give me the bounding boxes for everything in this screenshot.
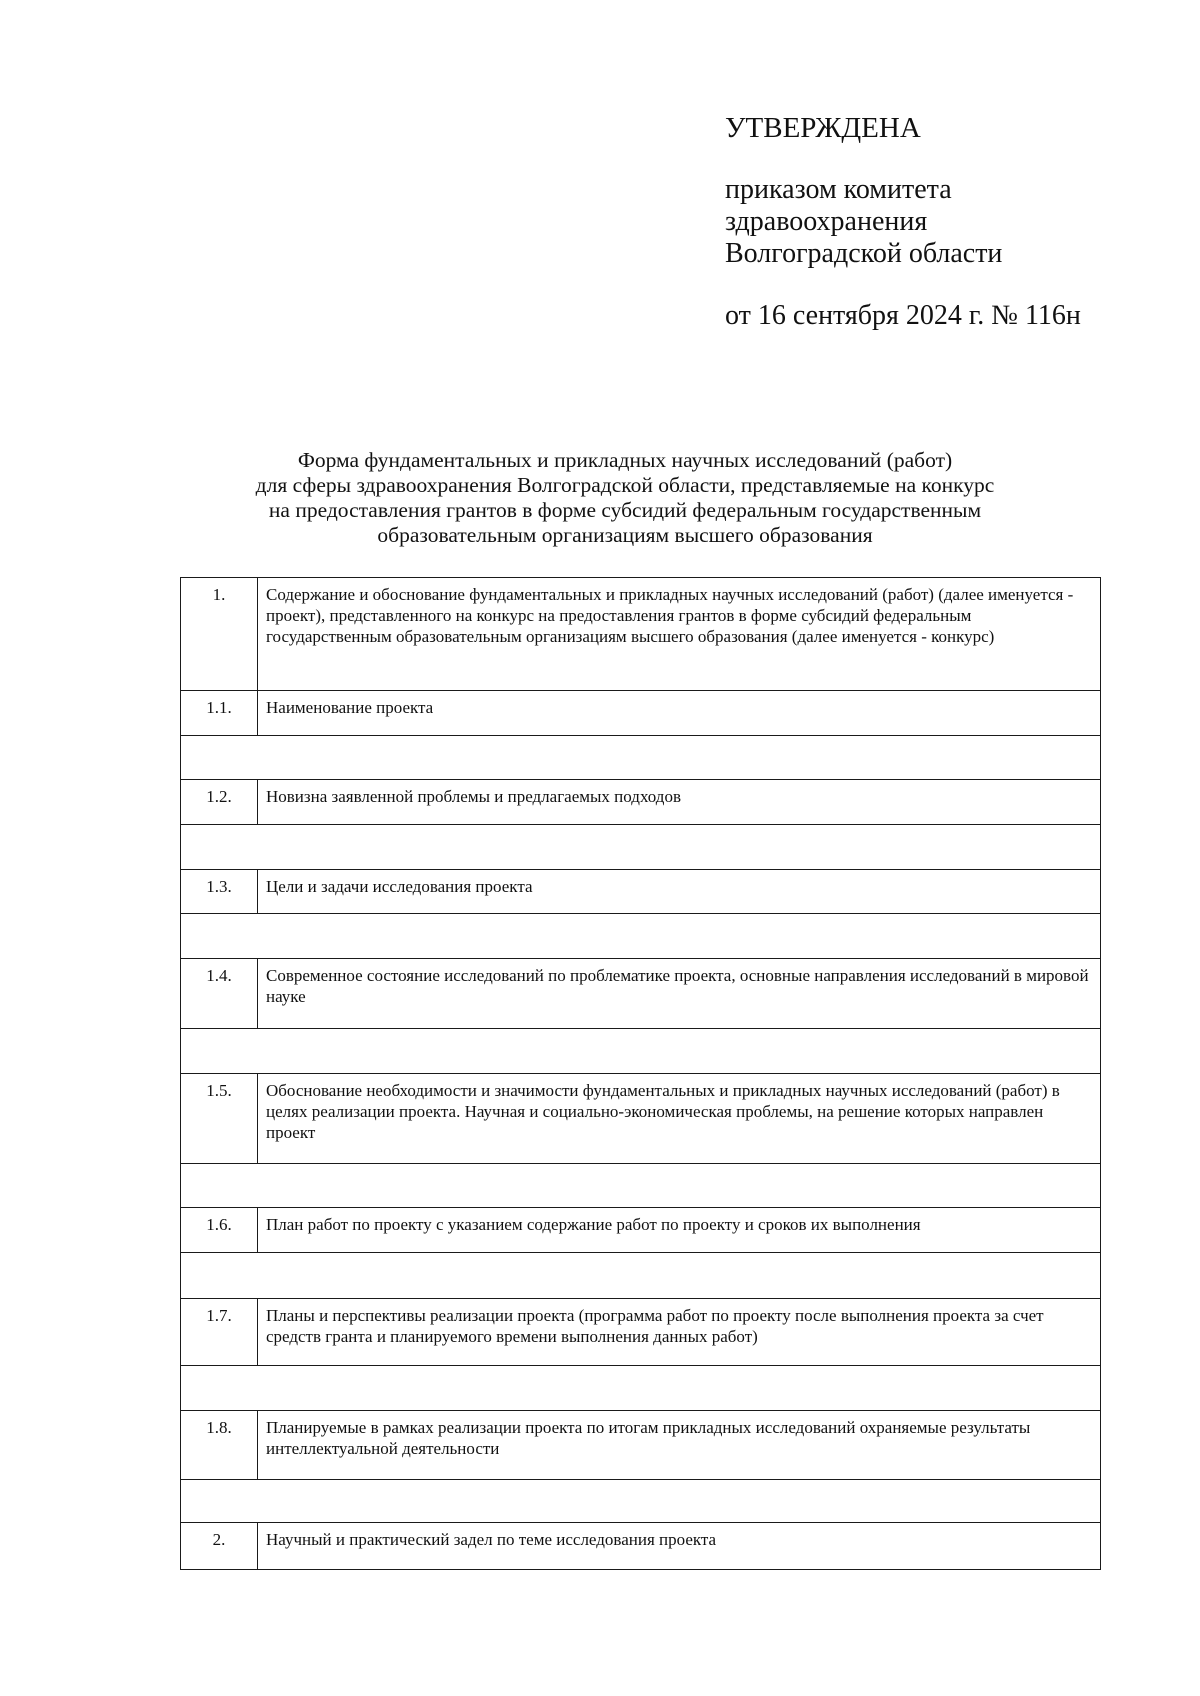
row-text: Научный и практический задел по теме исследования проекта <box>258 1523 1101 1570</box>
row-number: 1.5. <box>181 1074 258 1164</box>
row-number: 1.1. <box>181 691 258 736</box>
blank-cell[interactable] <box>181 914 1101 959</box>
approval-block <box>725 112 1081 332</box>
blank-row <box>181 1480 1101 1523</box>
blank-cell[interactable] <box>181 1029 1101 1074</box>
table-row <box>181 691 1101 736</box>
table-row <box>181 1074 1101 1164</box>
blank-row <box>181 825 1101 870</box>
row-number: 1.6. <box>181 1208 258 1253</box>
blank-row <box>181 1029 1101 1074</box>
row-number: 1.4. <box>181 959 258 1029</box>
form-title-line: для сферы здравоохранения Волгоградской области, представляемые на конкурс <box>255 473 995 497</box>
form-title <box>180 448 1070 548</box>
blank-row <box>181 914 1101 959</box>
table-row <box>181 1411 1101 1480</box>
approval-date: от 16 сентября 2024 г. № 116н <box>725 300 1081 331</box>
approval-line: Волгоградской области <box>725 238 1003 269</box>
blank-row <box>181 736 1101 780</box>
table-row <box>181 1299 1101 1366</box>
row-number: 1. <box>181 578 258 691</box>
row-number: 1.2. <box>181 780 258 825</box>
form-title-line: на предоставления грантов в форме субсидий федеральным государственным <box>268 498 982 522</box>
row-number: 1.7. <box>181 1299 258 1366</box>
row-text: План работ по проекту с указанием содержание работ по проекту и сроков их выполнения <box>258 1208 1101 1253</box>
table-row <box>181 780 1101 825</box>
row-text: Наименование проекта <box>258 691 1101 736</box>
table-row <box>181 1523 1101 1570</box>
blank-row <box>181 1164 1101 1208</box>
blank-cell[interactable] <box>181 1164 1101 1208</box>
approval-line: приказом комитета <box>725 174 952 205</box>
row-number: 1.8. <box>181 1411 258 1480</box>
row-text: Цели и задачи исследования проекта <box>258 870 1101 914</box>
approval-heading: УТВЕРЖДЕНА <box>725 112 921 144</box>
table-row <box>181 578 1101 691</box>
row-number: 2. <box>181 1523 258 1570</box>
blank-cell[interactable] <box>181 825 1101 870</box>
blank-row <box>181 1366 1101 1411</box>
row-text: Планируемые в рамках реализации проекта по итогам прикладных исследований охраняемые результаты интеллектуальной деятельности <box>258 1411 1101 1480</box>
row-number: 1.3. <box>181 870 258 914</box>
row-text: Новизна заявленной проблемы и предлагаемых подходов <box>258 780 1101 825</box>
blank-cell[interactable] <box>181 736 1101 780</box>
row-text: Содержание и обоснование фундаментальных и прикладных научных исследований (работ) (далее именуется - проект), представленного на конкурс на предоставления грантов в форме субсидий федеральным государственным образовательным организациям высшего образования (далее именуется - конкурс) <box>258 578 1101 691</box>
blank-cell[interactable] <box>181 1366 1101 1411</box>
form-table <box>180 577 1101 1570</box>
form-title-line: образовательным организациям высшего образования <box>377 523 873 547</box>
blank-cell[interactable] <box>181 1480 1101 1523</box>
row-text: Современное состояние исследований по проблематике проекта, основные направления исследований в мировой науке <box>258 959 1101 1029</box>
table-row <box>181 959 1101 1029</box>
row-text: Планы и перспективы реализации проекта (программа работ по проекту после выполнения проекта за счет средств гранта и планируемого времени выполнения данных работ) <box>258 1299 1101 1366</box>
table-row <box>181 1208 1101 1253</box>
table-row <box>181 870 1101 914</box>
row-text: Обоснование необходимости и значимости фундаментальных и прикладных научных исследований (работ) в целях реализации проекта. Научная и социально-экономическая проблемы, на решение которых направлен проект <box>258 1074 1101 1164</box>
approval-line: здравоохранения <box>725 206 928 237</box>
form-title-line: Форма фундаментальных и прикладных научных исследований (работ) <box>297 448 953 472</box>
blank-cell[interactable] <box>181 1253 1101 1299</box>
blank-row <box>181 1253 1101 1299</box>
